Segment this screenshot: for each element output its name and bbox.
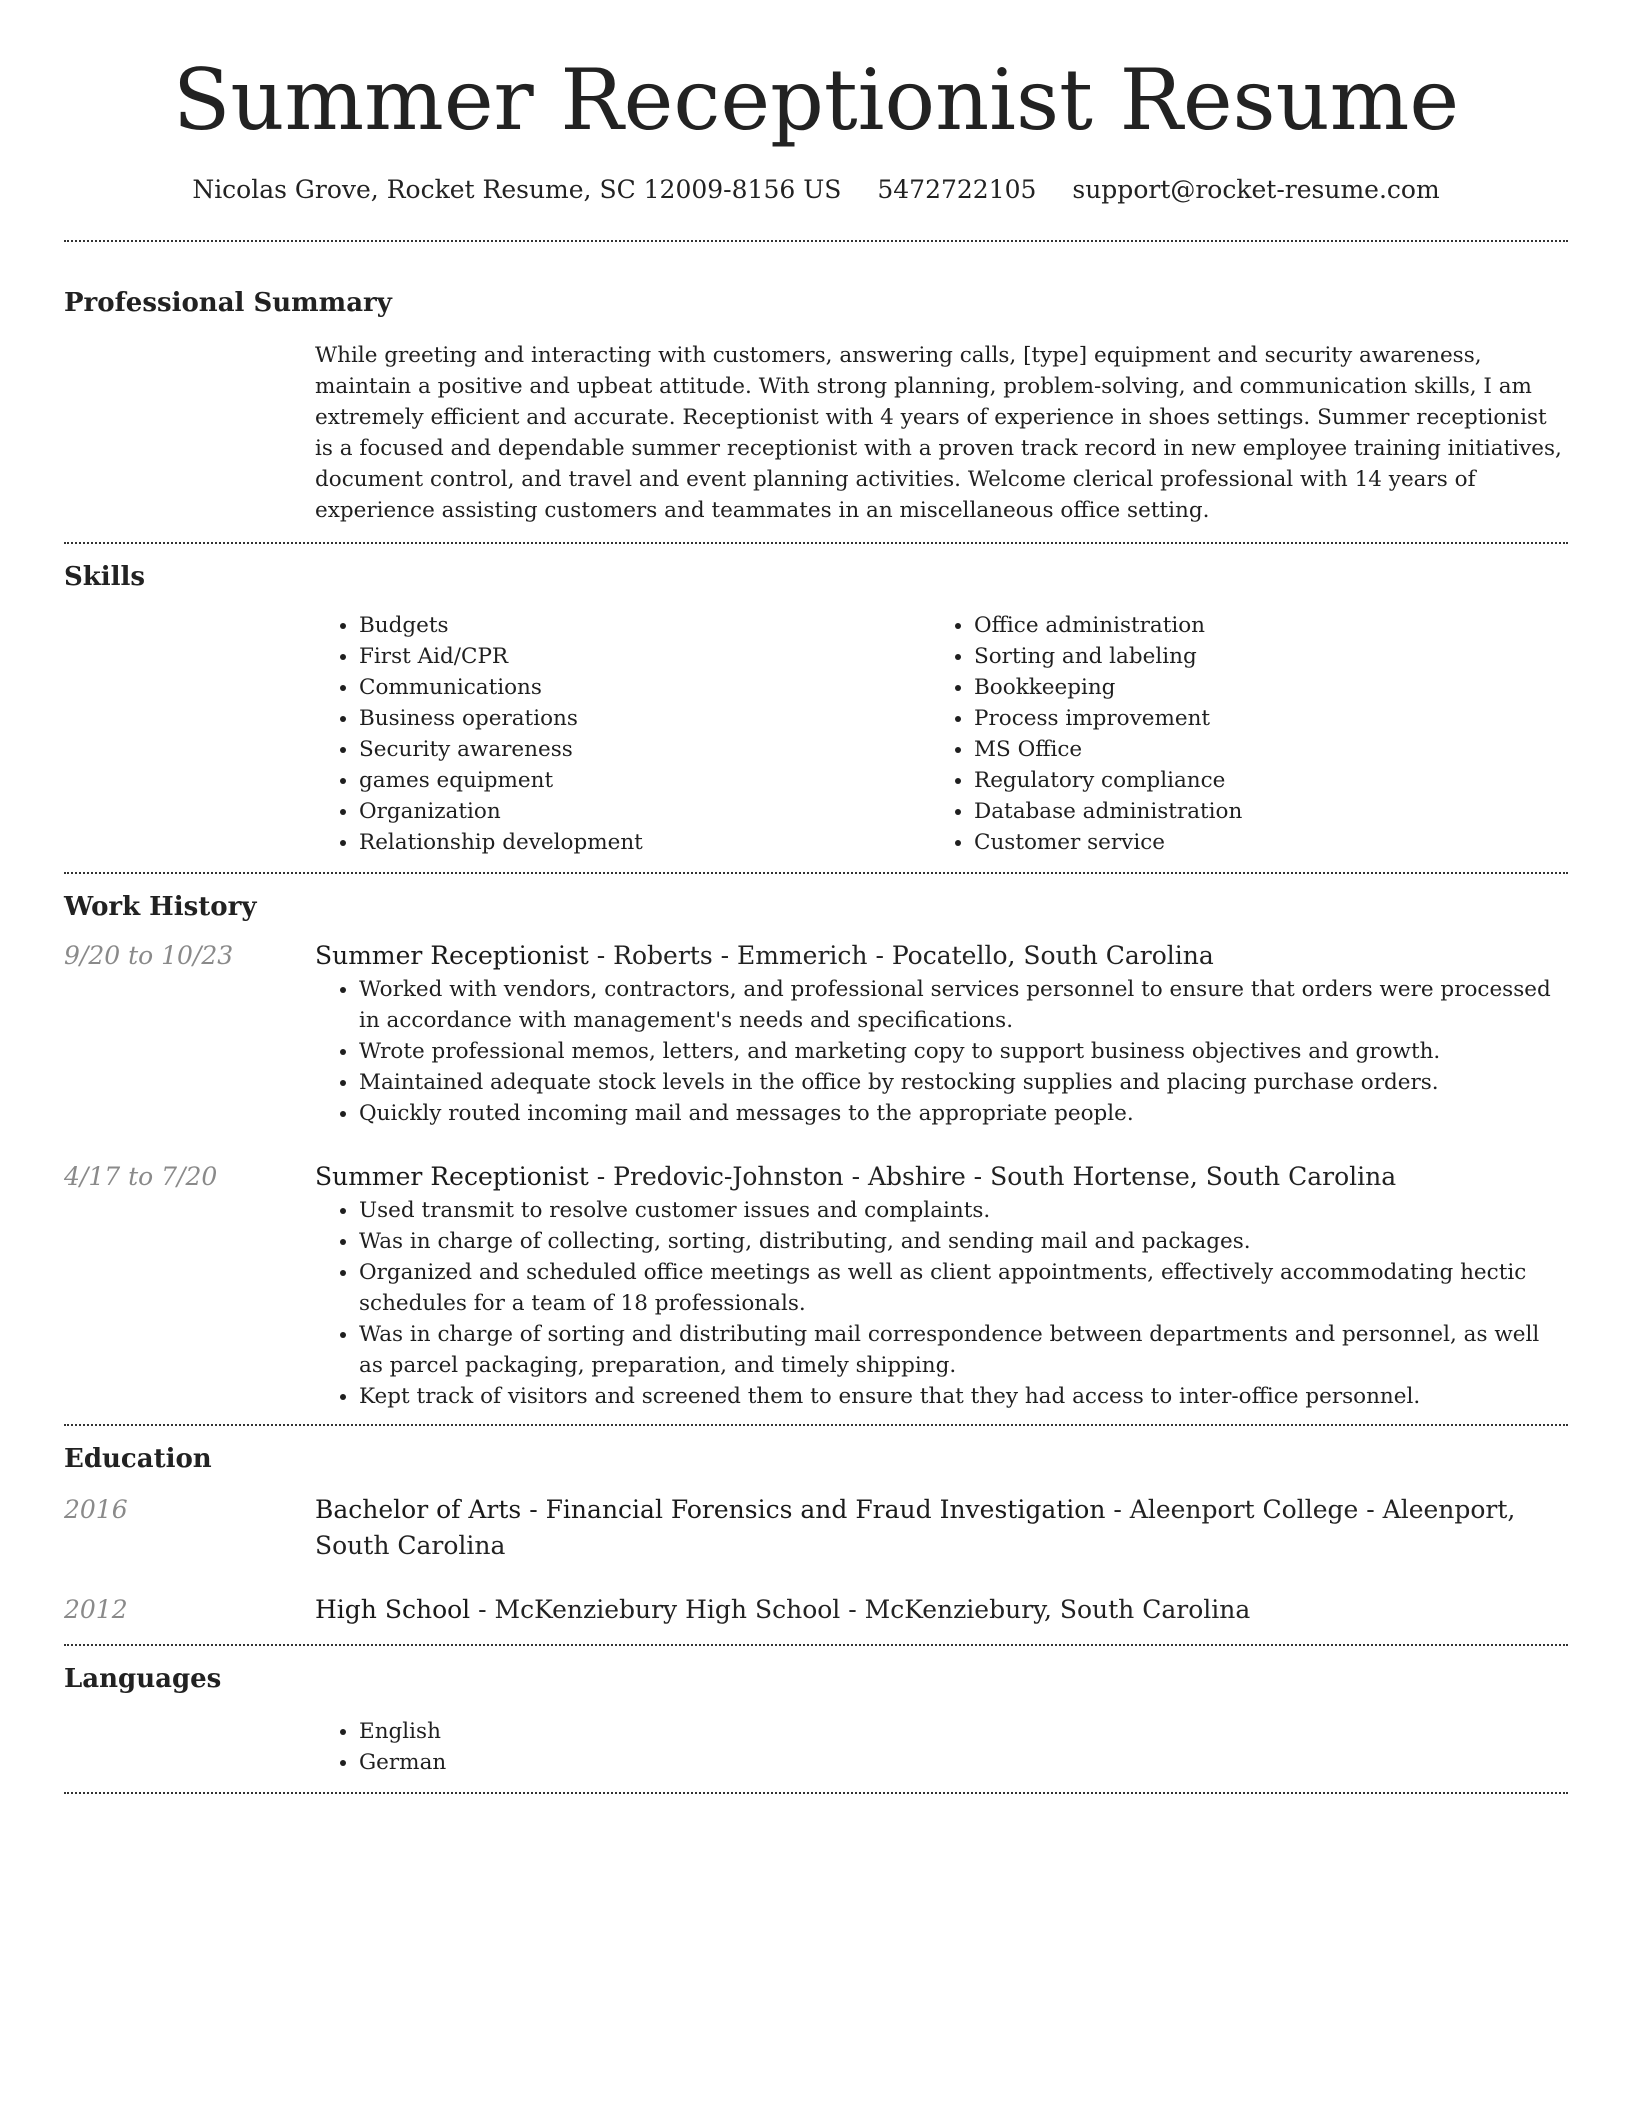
section-heading-languages: Languages <box>64 1664 222 1694</box>
skill-item: • Security awareness <box>359 734 930 765</box>
job-bullet: • Used transmit to resolve customer issues and complaints. <box>359 1195 1568 1226</box>
education-entry <box>64 1592 1568 1628</box>
resume-title: Summer Receptionist Resume <box>172 51 1460 149</box>
skill-item: • Communications <box>359 672 930 703</box>
divider <box>64 1792 1568 1794</box>
skill-item: • Bookkeeping <box>974 672 1545 703</box>
contact-address: Nicolas Grove, Rocket Resume, SC 12009-8156 US <box>192 175 842 204</box>
job-bullets <box>315 1195 1568 1412</box>
language-item: • English <box>359 1716 1568 1747</box>
education-heading <box>315 1592 1568 1628</box>
work-history-section <box>64 874 1568 1424</box>
job-details: - Roberts - Emmerich - Pocatello, South Carolina <box>588 941 1214 970</box>
contact-email: support@rocket-resume.com <box>1072 175 1440 204</box>
job-entry <box>64 938 1568 1129</box>
education-heading <box>315 1492 1568 1564</box>
contact-line <box>64 174 1568 206</box>
job-title: Summer Receptionist <box>315 941 589 970</box>
skill-item: • Relationship development <box>359 827 930 858</box>
skill-item: • Process improvement <box>974 703 1545 734</box>
skill-item: • First Aid/CPR <box>359 641 930 672</box>
job-bullet: • Worked with vendors, contractors, and professional services personnel to ensure that orders were processed in accordance with management's needs and specifications. <box>359 974 1568 1036</box>
education-year: 2012 <box>64 1595 128 1624</box>
job-bullet: • Was in charge of collecting, sorting, distributing, and sending mail and packages. <box>359 1226 1568 1257</box>
job-entry <box>64 1159 1568 1412</box>
section-heading-work: Work History <box>64 892 257 922</box>
education-details: - Aleenport College - Aleenport, South Carolina <box>315 1495 1516 1560</box>
languages-section <box>64 1646 1568 1792</box>
education-year: 2016 <box>64 1495 128 1524</box>
contact-phone: 5472722105 <box>877 175 1037 204</box>
language-item: • German <box>359 1747 1568 1778</box>
skill-item: • Customer service <box>974 827 1545 858</box>
skills-section <box>64 544 1568 872</box>
education-degree: Bachelor of Arts - Financial Forensics and Fraud Investigation <box>315 1495 1106 1524</box>
education-section <box>64 1426 1568 1644</box>
job-dates: 4/17 to 7/20 <box>64 1162 218 1191</box>
job-details: - Predovic-Johnston - Abshire - South Hortense, South Carolina <box>588 1162 1397 1191</box>
job-heading <box>315 938 1568 974</box>
education-entry <box>64 1492 1568 1564</box>
job-title: Summer Receptionist <box>315 1162 589 1191</box>
skills-list-right <box>930 610 1545 858</box>
education-details: - McKenziebury High School - McKenziebury, South Carolina <box>470 1595 1251 1624</box>
summary-section <box>64 242 1568 542</box>
skill-item: • Business operations <box>359 703 930 734</box>
skill-item: • Database administration <box>974 796 1545 827</box>
job-bullet: • Was in charge of sorting and distributing mail correspondence between departments and personnel, as well as parcel packaging, preparation, and timely shipping. <box>359 1319 1568 1381</box>
summary-text: While greeting and interacting with customers, answering calls, [type] equipment and security awareness, maintain a positive and upbeat attitude. With strong planning, problem-solving, and communication skills, I am extremely efficient and accurate. Receptionist with 4 years of experience in shoes settings. Summer receptionist is a focused and dependable summer receptionist with a proven track record in new employee training initiatives, document control, and travel and event planning activities. Welcome clerical professional with 14 years of experience assisting customers and teammates in an miscellaneous office setting. <box>315 343 1562 523</box>
skill-item: • Sorting and labeling <box>974 641 1545 672</box>
job-dates: 9/20 to 10/23 <box>64 941 234 970</box>
section-heading-skills: Skills <box>64 562 146 592</box>
skill-item: • Organization <box>359 796 930 827</box>
section-heading-summary: Professional Summary <box>64 288 392 318</box>
job-bullet: • Wrote professional memos, letters, and marketing copy to support business objectives and growth. <box>359 1036 1568 1067</box>
job-heading <box>315 1159 1568 1195</box>
skill-item: • Office administration <box>974 610 1545 641</box>
education-degree: High School <box>315 1595 471 1624</box>
skill-item: • Budgets <box>359 610 930 641</box>
section-heading-education: Education <box>64 1444 212 1474</box>
job-bullet: • Quickly routed incoming mail and messages to the appropriate people. <box>359 1098 1568 1129</box>
job-bullet: • Organized and scheduled office meetings as well as client appointments, effectively accommodating hectic schedules for a team of 18 professionals. <box>359 1257 1568 1319</box>
job-bullets <box>315 974 1568 1129</box>
skill-item: • MS Office <box>974 734 1545 765</box>
skills-list-left <box>315 610 930 858</box>
job-bullet: • Kept track of visitors and screened them to ensure that they had access to inter-office personnel. <box>359 1381 1568 1412</box>
skill-item: • games equipment <box>359 765 930 796</box>
job-bullet: • Maintained adequate stock levels in the office by restocking supplies and placing purchase orders. <box>359 1067 1568 1098</box>
skill-item: • Regulatory compliance <box>974 765 1545 796</box>
languages-list <box>315 1716 1568 1778</box>
